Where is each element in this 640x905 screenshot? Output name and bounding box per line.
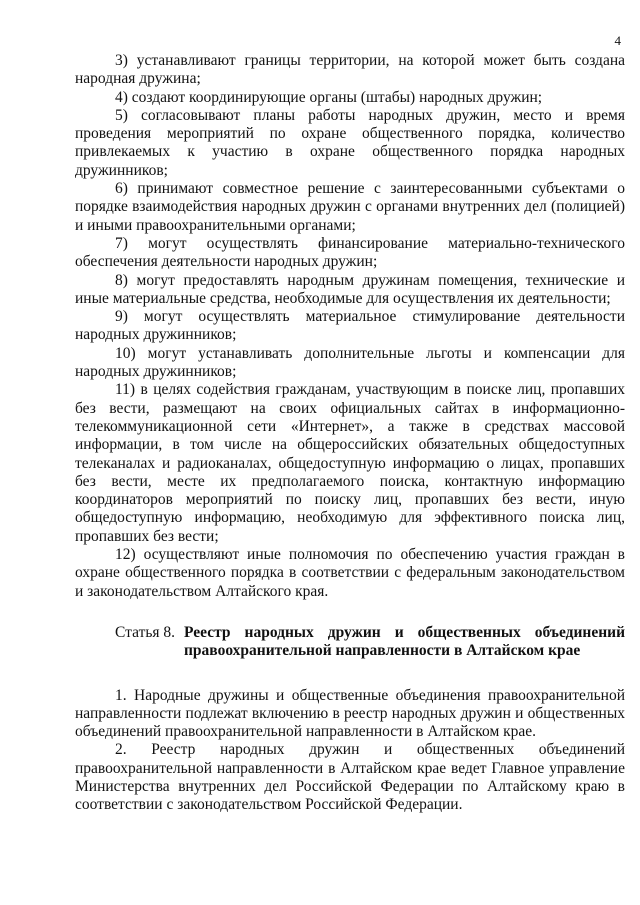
- list-item: 12) осуществляют иные полномочия по обеспечению участия граждан в охране общественного порядка в соответствии с федеральным законодательством и законодательством Алтайского края.: [75, 546, 625, 600]
- list-item: 9) могут осуществлять материальное стимулирование деятельности народных дружинников;: [75, 308, 625, 344]
- list-item: 8) могут предоставлять народным дружинам помещения, технические и иные материальные средства, необходимые для осуществления их деятельности;: [75, 271, 625, 307]
- article-paragraph: 2. Реестр народных дружин и общественных объединений правоохранительной направленности в Алтайском крае ведет Главное управление Министерства внутренних дел Российской Федерации по Алтайскому краю в соответствии с законодательством Российской Федерации.: [75, 741, 625, 814]
- list-item: 7) могут осуществлять финансирование материально-технического обеспечения деятельности народных дружин;: [75, 234, 625, 271]
- article-title: Реестр народных дружин и общественных объединений правоохранительной направленности в Алтайском крае: [184, 623, 625, 660]
- list-item: 5) согласовывают планы работы народных дружин, место и время проведения мероприятий по охране общественного порядка, количество привлекаемых к участию в охране общественного порядка народных дружинников;: [75, 106, 625, 179]
- list-item: 11) в целях содействия гражданам, участвующим в поиске лиц, пропавших без вести, размещают на своих официальных сайтах в информационно-телекоммуникационной сети «Интернет», а также в средствах массовой информации, в том числе на общероссийских обязательных общедоступных телеканалах и радиоканалах, общедоступную информацию о лицах, пропавших без вести, месте их предполагаемого поиска, контактную информацию координаторов мероприятий по поиску лиц, пропавших без вести, иную общедоступную информацию, необходимую для эффективного поиска лиц, пропавших без вести;: [75, 381, 625, 545]
- list-item: 3) устанавливают границы территории, на которой может быть создана народная дружина;: [75, 52, 625, 88]
- article-heading: [75, 624, 625, 661]
- list-item: 6) принимают совместное решение с заинтересованными субъектами о порядке взаимодействия народных дружин с органами внутренних дел (полицией) и иными правоохранительными органами;: [75, 180, 625, 234]
- list-item: 10) могут устанавливать дополнительные льготы и компенсации для народных дружинников;: [75, 344, 625, 381]
- page-number: 4: [614, 33, 621, 48]
- document-body: [75, 52, 625, 815]
- list-item: 4) создают координирующие органы (штабы) народных дружин;: [115, 88, 543, 106]
- article-paragraph: 1. Народные дружины и общественные объединения правоохранительной направленности подлежат включению в реестр народных дружин и общественных объединений правоохранительной направленности в Алтайском крае.: [75, 686, 625, 741]
- article-label: Статья 8.: [115, 623, 176, 641]
